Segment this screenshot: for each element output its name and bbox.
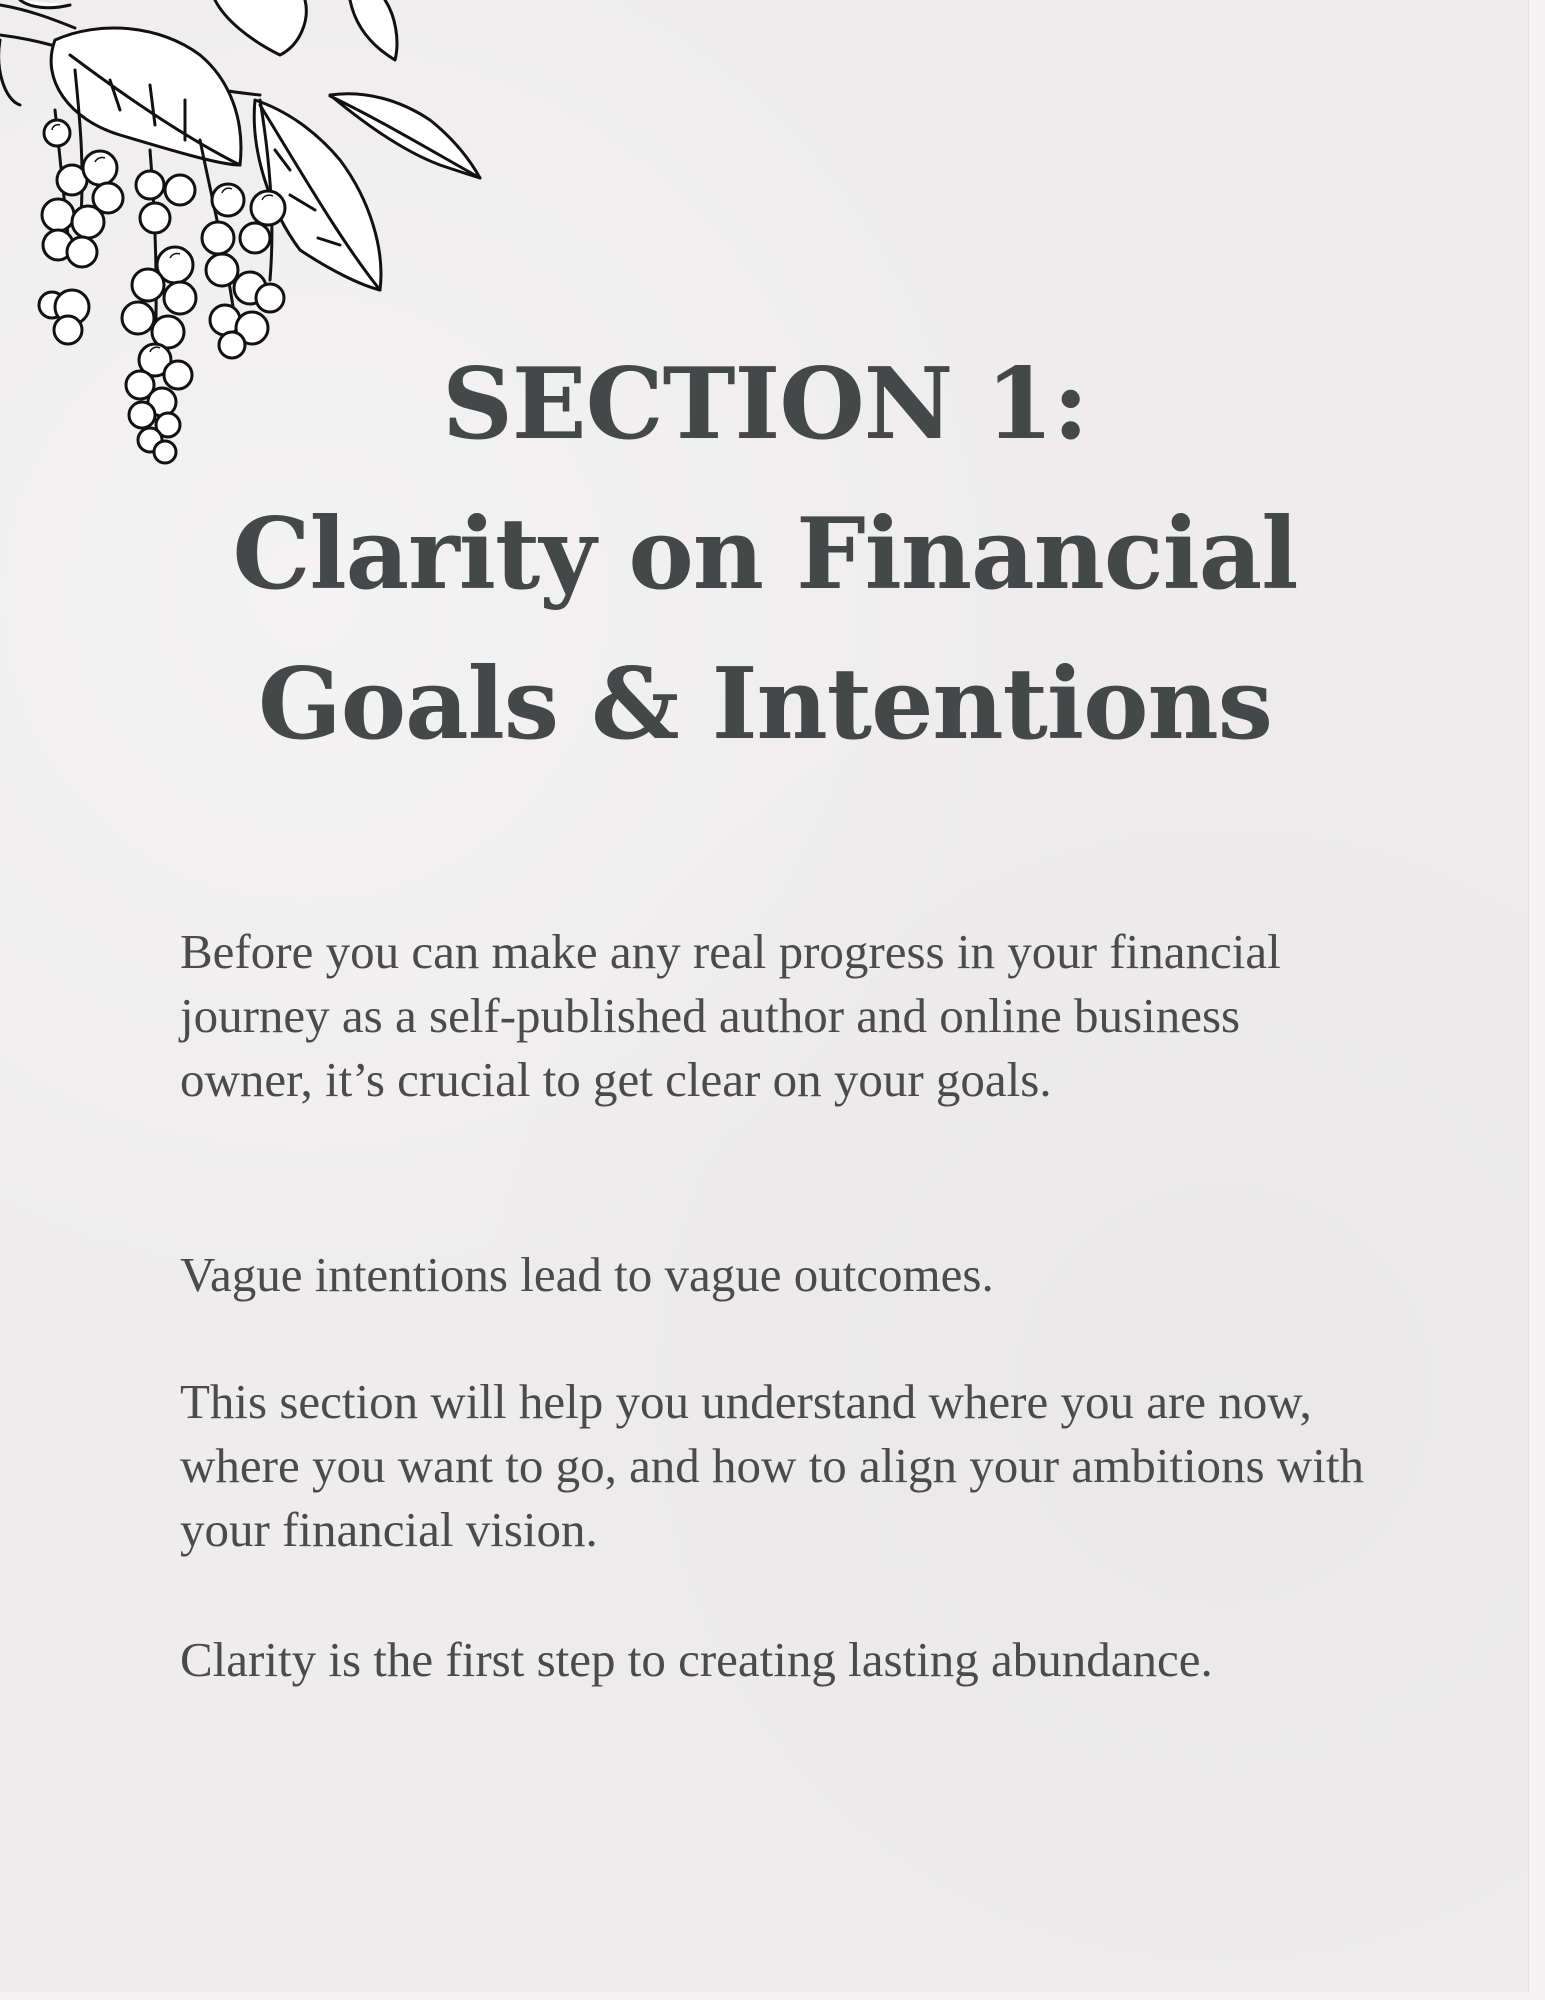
section-heading-line-1: SECTION 1: <box>442 347 1088 462</box>
section-purpose-paragraph: This section will help you understand where you are now, where you want to go, and how to align your ambitions with your financial vision. <box>180 1374 1364 1557</box>
page-bottom-edge <box>0 1992 1545 2000</box>
closing-paragraph: Clarity is the first step to creating lasting abundance. <box>180 1632 1213 1687</box>
page-right-edge <box>1528 0 1545 2000</box>
statement-paragraph: Vague intentions lead to vague outcomes. <box>180 1247 994 1302</box>
section-heading-line-2: Clarity on Financial <box>232 497 1298 612</box>
section-heading-line-3: Goals & Intentions <box>258 647 1272 762</box>
intro-paragraph: Before you can make any real progress in your financial journey as a self-published author and online business owner, it’s crucial to get clear on your goals. <box>180 924 1281 1107</box>
